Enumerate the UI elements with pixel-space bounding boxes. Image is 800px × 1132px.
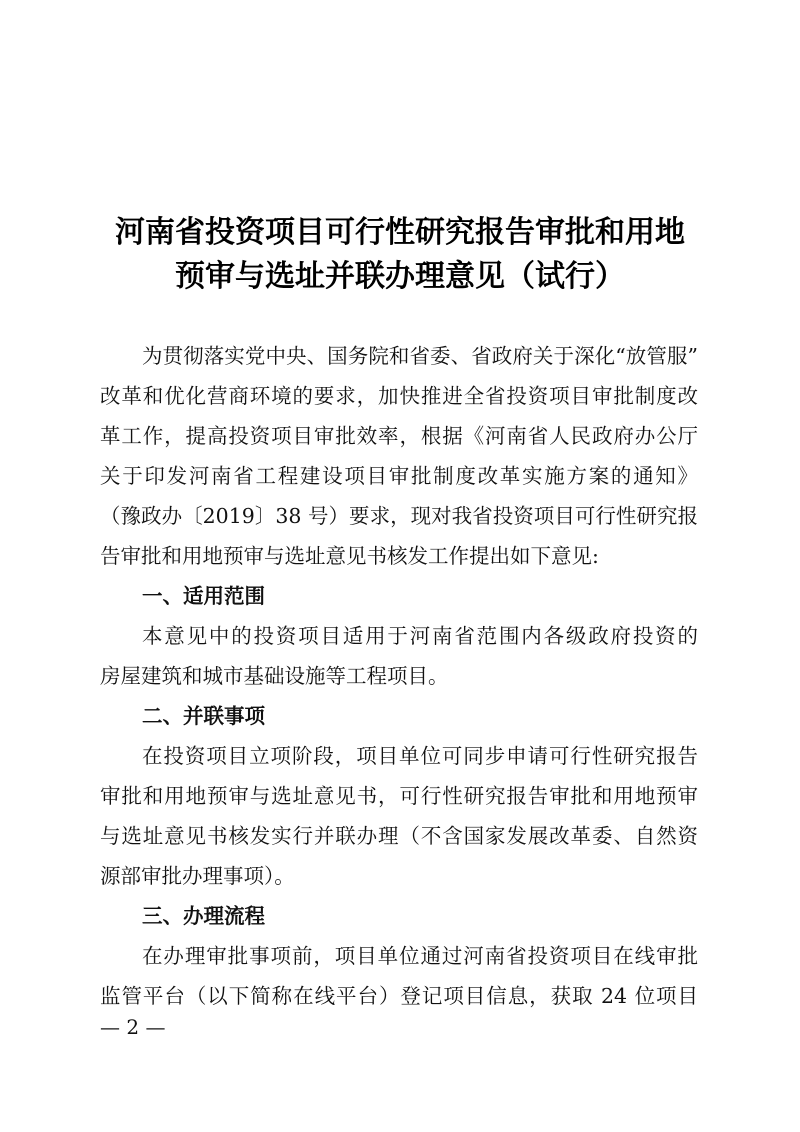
intro-line-6: 告审批和用地预审与选址意见书核发工作提出如下意见: [100, 544, 599, 568]
intro-line-5: （豫政办〔2019〕38 号）要求，现对我省投资项目可行性研究报 [100, 504, 698, 528]
document-title-line-2: 预审与选址并联办理意见（试行） [175, 259, 625, 294]
scope-line-1: 本意见中的投资项目适用于河南省范围内各级政府投资的 [142, 624, 698, 648]
scope-line-2: 房屋建筑和城市基础设施等工程项目。 [100, 664, 449, 688]
process-line-2: 监管平台（以下简称在线平台）登记项目信息，获取 24 位项目 [100, 984, 698, 1008]
section-heading-scope: 一、适用范围 [142, 584, 265, 608]
intro-line-1: 为贯彻落实党中央、国务院和省委、省政府关于深化“放管服” [142, 344, 698, 368]
parallel-line-4: 源部审批办理事项）。 [100, 864, 295, 888]
intro-line-3: 革工作，提高投资项目审批效率，根据《河南省人民政府办公厅 [100, 424, 698, 448]
intro-line-2: 改革和优化营商环境的要求，加快推进全省投资项目审批制度改 [100, 384, 698, 408]
intro-line-4: 关于印发河南省工程建设项目审批制度改革实施方案的通知》 [100, 464, 698, 488]
parallel-line-1: 在投资项目立项阶段，项目单位可同步申请可行性研究报告 [142, 744, 698, 768]
document-title-line-1: 河南省投资项目可行性研究报告审批和用地 [115, 215, 685, 250]
section-heading-parallel-items: 二、并联事项 [142, 704, 265, 728]
parallel-line-2: 审批和用地预审与选址意见书，可行性研究报告审批和用地预审 [100, 784, 698, 808]
parallel-line-3: 与选址意见书核发实行并联办理（不含国家发展改革委、自然资 [100, 824, 698, 848]
section-heading-process: 三、办理流程 [142, 904, 265, 928]
process-line-1: 在办理审批事项前，项目单位通过河南省投资项目在线审批 [142, 944, 698, 968]
page-number: — 2 — [100, 1015, 166, 1039]
